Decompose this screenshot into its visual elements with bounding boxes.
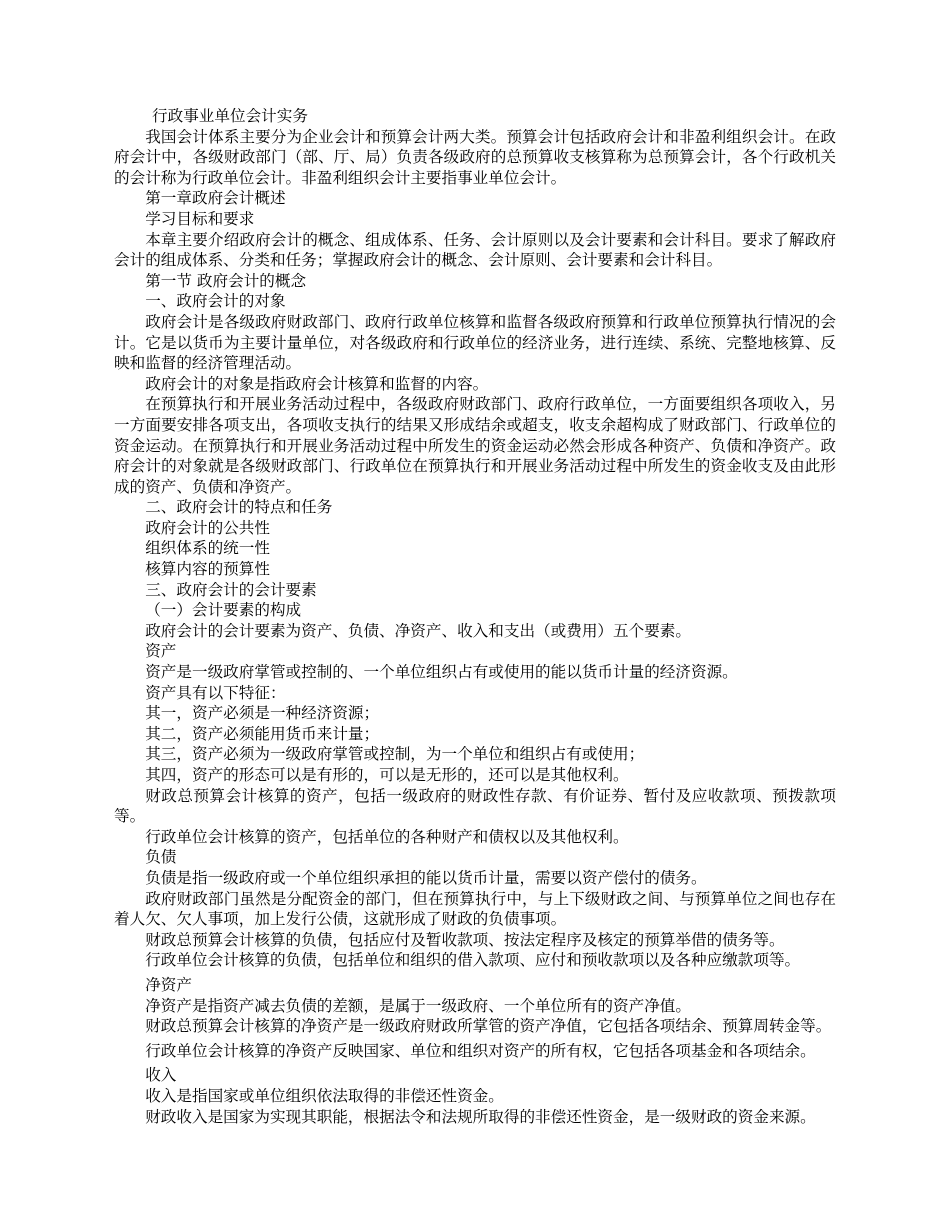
paragraph: 财政总预算会计核算的资产，包括一级政府的财政性存款、有价证券、暂付及应收款项、预拨款项等。 — [114, 786, 836, 826]
paragraph: 资产具有以下特征： — [145, 683, 286, 702]
document-page — [114, 106, 836, 1127]
paragraph: 收入是指国家或单位组织依法取得的非偿还性资金。 — [145, 1086, 504, 1105]
paragraph: 组织体系的统一性 — [145, 539, 270, 558]
paragraph: 核算内容的预算性 — [145, 560, 270, 579]
paragraph: 我国会计体系主要分为企业会计和预算会计两大类。预算会计包括政府会计和非盈利组织会计。在政府会计中，各级财政部门（部、厅、局）负责各级政府的总预算收支核算称为总预算会计，各个行政机关的会计称为行政单位会计。非盈利组织会计主要指事业单位会计。 — [114, 127, 836, 187]
term-heading: 资产 — [145, 642, 177, 661]
list-item: 其四，资产的形态可以是有形的，可以是无形的，还可以是其他权利。 — [145, 766, 629, 784]
list-item: 其二，资产必须能用货币来计量； — [145, 724, 380, 743]
section-heading: 学习目标和要求 — [145, 209, 255, 228]
paragraph: 政府会计的对象是指政府会计核算和监督的内容。 — [145, 374, 489, 393]
term-heading: 收入 — [145, 1066, 177, 1085]
subsection-heading: （一）会计要素的构成 — [145, 601, 302, 620]
subsection-heading: 二、政府会计的特点和任务 — [145, 498, 333, 517]
section-heading: 第一节 政府会计的概念 — [145, 271, 307, 290]
term-heading: 净资产 — [145, 975, 192, 994]
paragraph: 负债是指一级政府或一个单位组织承担的能以货币计量，需要以资产偿付的债务。 — [145, 868, 707, 887]
paragraph: 政府财政部门虽然是分配资金的部门，但在预算执行中，与上下级财政之间、与预算单位之间也存在着人欠、欠人事项，加上发行公债，这就形成了财政的负债事项。 — [114, 889, 836, 929]
paragraph: 财政总预算会计核算的负债，包括应付及暂收款项、按法定程序及核定的预算举借的债务等。 — [145, 930, 785, 949]
chapter-heading: 第一章政府会计概述 — [145, 189, 286, 208]
paragraph: 政府会计的公共性 — [145, 518, 270, 537]
paragraph: 行政单位会计核算的资产，包括单位的各种财产和债权以及其他权利。 — [145, 827, 629, 846]
paragraph: 政府会计是各级政府财政部门、政府行政单位核算和监督各级政府预算和行政单位预算执行情况的会计。它是以货币为主要计量单位，对各级政府和行政单位的经济业务，进行连续、系统、完整地核算、反映和监督的经济管理活动。 — [114, 312, 836, 373]
paragraph: 行政单位会计核算的净资产反映国家、单位和组织对资产的所有权，它包括各项基金和各项结余。 — [145, 1041, 816, 1060]
list-item: 其三，资产必须为一级政府掌管或控制，为一个单位和组织占有或使用； — [145, 745, 645, 764]
paragraph: 政府会计的会计要素为资产、负债、净资产、收入和支出（或费用）五个要素。 — [145, 621, 691, 640]
paragraph: 资产是一级政府掌管或控制的、一个单位组织占有或使用的能以货币计量的经济资源。 — [145, 663, 738, 682]
paragraph: 财政总预算会计核算的净资产是一级政府财政所掌管的资产净值，它包括各项结余、预算周转金等。 — [145, 1017, 832, 1036]
document-title: 行政事业单位会计实务 — [152, 107, 308, 125]
paragraph: 本章主要介绍政府会计的概念、组成体系、任务、会计原则以及会计要素和会计科目。要求了解政府会计的组成体系、分类和任务；掌握政府会计的概念、会计原则、会计要素和会计科目。 — [114, 230, 836, 270]
paragraph: 行政单位会计核算的负债，包括单位和组织的借入款项、应付和预收款项以及各种应缴款项等。 — [145, 951, 801, 970]
list-item: 其一，资产必须是一种经济资源； — [145, 704, 380, 723]
subsection-heading: 一、政府会计的对象 — [145, 292, 286, 311]
paragraph: 在预算执行和开展业务活动过程中，各级政府财政部门、政府行政单位，一方面要组织各项收入，另一方面要安排各项支出，各项收支执行的结果又形成结余或超支，收支余超构成了财政部门、行政单位的资金运动。在预算执行和开展业务活动过程中所发生的资金运动必然会形成各种资产、负债和净资产。政府会计的对象就是各级财政部门、行政单位在预算执行和开展业务活动过程中所发生的资金收支及由此形成的资产、负债和净资产。 — [114, 395, 836, 496]
paragraph: 财政收入是国家为实现其职能，根据法令和法规所取得的非偿还性资金，是一级财政的资金来源。 — [145, 1107, 816, 1126]
term-heading: 负债 — [145, 848, 177, 867]
subsection-heading: 三、政府会计的会计要素 — [145, 580, 317, 599]
paragraph: 净资产是指资产减去负债的差额，是属于一级政府、一个单位所有的资产净值。 — [145, 996, 691, 1015]
